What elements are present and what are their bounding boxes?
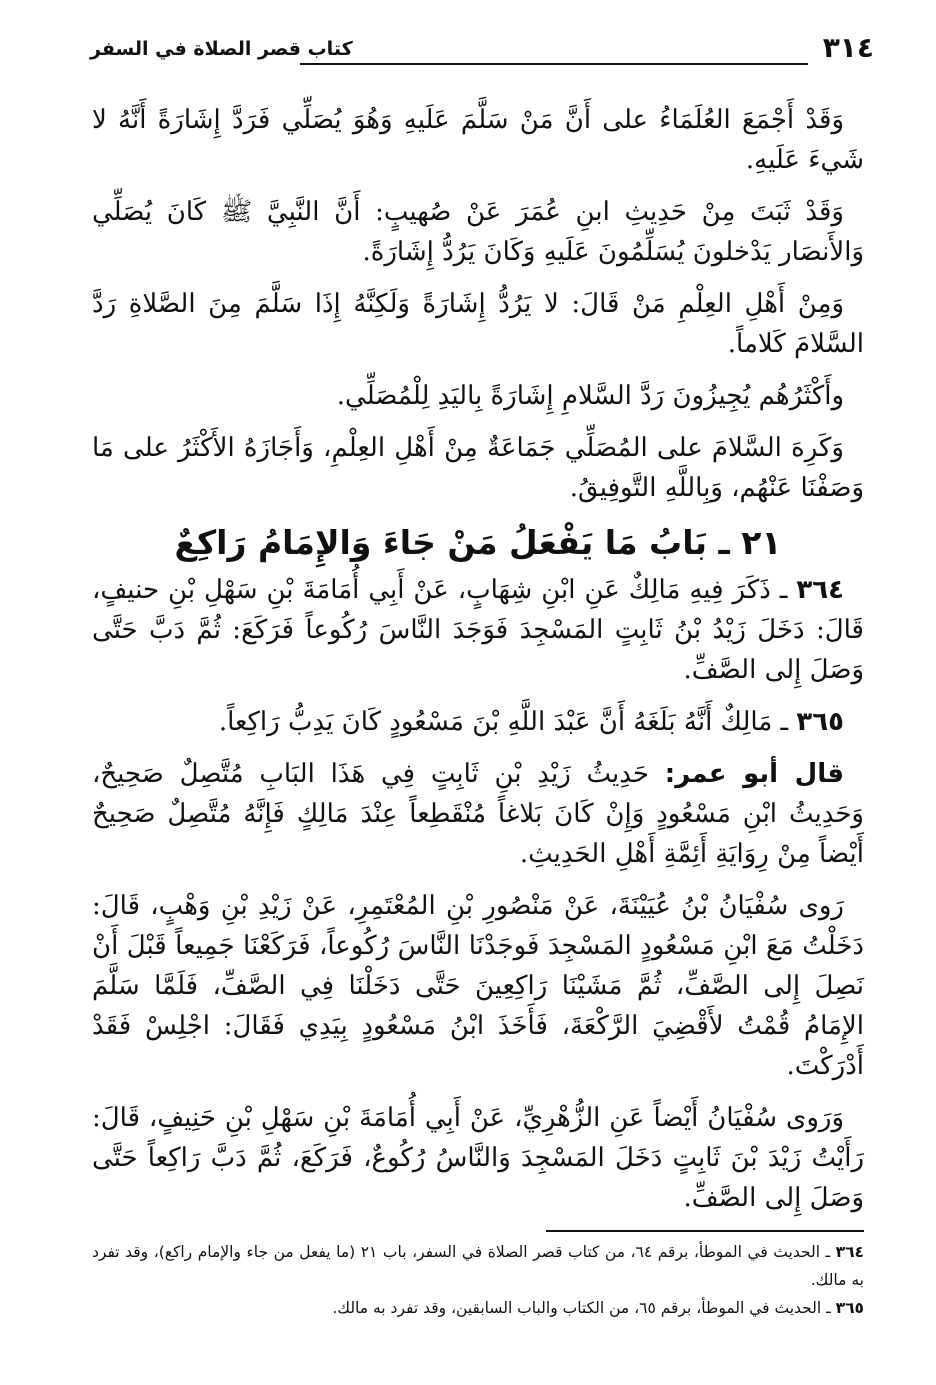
page-number: ٣١٤ bbox=[822, 31, 874, 64]
hadith-text: ـ مَالِكٌ أَنَّهُ بَلَغَهُ أَنَّ عَبْدَ اللَّهِ بْنَ مَسْعُودٍ كَانَ يَدِبُّ رَاكِعاً. bbox=[218, 707, 789, 737]
paragraph-sufyan-narration-1: رَوى سُفْيَانُ بْنُ عُيَيْنَةَ، عَنْ مَنْصُورِ بْنِ المُعْتَمِرِ، عَنْ زَيْدِ بْنِ وَهْبٍ، قَالَ: دَخَلْتُ مَعَ ابْنِ مَسْعُودٍ المَسْجِدَ فَوجَدْنَا النَّاسَ رُكُوعاً، فَرَكَعْنَا جَمِيعاً قَبْلَ أَنْ نَصِلَ إِلى الصَّفِّ، ثُمَّ مَشَيْنَا رَاكِعِينَ حَتَّى دَخَلْنَا فِي الصَّفِّ، فَلَمَّا سَلَّمَ الإِمَامُ قُمْتُ لأَقْضِيَ الرَّكْعَةَ، فَأَخَذَ ابْنُ مَسْعُودٍ بِيَدِي فَقَالَ: اجْلِسْ فَقَدْ أَدْرَكْتَ. bbox=[92, 891, 864, 1081]
hadith-364 bbox=[92, 570, 864, 690]
paragraph-disliked-greeting: وَكَرِهَ السَّلامَ على المُصَلِّي جَمَاعَةٌ مِنْ أَهْلِ العِلْمِ، وَأَجَازَهُ الأَكْثَرُ على مَا وَصَفْنَا عَنْهُم، وَبِاللَّهِ التَّوفِيقُ. bbox=[92, 433, 864, 503]
paragraph-scholars-opinion: وَمِنْ أَهْلِ العِلْمِ مَنْ قَالَ: لا يَرُدُّ إِشَارَةً وَلَكِنَّهُ إِذَا سَلَّمَ مِنَ الصَّلاةِ رَدَّ السَّلامَ كَلاماً. bbox=[92, 289, 864, 359]
hadith-number: ٣٦٤ bbox=[796, 575, 844, 605]
running-title: كتاب قصر الصلاة في السفر bbox=[90, 38, 353, 60]
main-text bbox=[92, 100, 864, 1230]
footnote-364 bbox=[92, 1238, 864, 1294]
footnote-365 bbox=[92, 1294, 864, 1322]
commentary-abu-umar bbox=[92, 754, 864, 874]
hadith-text: ـ ذَكَرَ فِيهِ مَالِكٌ عَنِ ابْنِ شِهَابٍ، عَنْ أَبِي أُمَامَةَ بْنِ سَهْلِ بْنِ حنيفٍ، قَالَ: دَخَلَ زَيْدُ بْنُ ثَابِتٍ المَسْجِدَ فَوَجَدَ النَّاسَ رُكُوعاً فَرَكَعَ: ثُمَّ دَبَّ حَتَّى وَصَلَ إِلى الصَّفِّ. bbox=[92, 575, 864, 685]
footnote-rule bbox=[546, 1230, 864, 1232]
commentary-text: حَدِيثُ زَيْدِ بْنِ ثَابِتٍ فِي هَذَا البَابِ مُتَّصِلٌ صَحِيحٌ، وَحَدِيثُ ابْنِ مَسْعُودٍ وَإِنْ كَانَ بَلاغاً مُنْقَطِعاً عِنْدَ مَالِكٍ فَإِنَّهُ مُتَّصِلٌ صَحِيحٌ أَيْضاً مِنْ رِوَايَةِ أَئِمَّةِ أَهْلِ الحَدِيثِ. bbox=[92, 759, 864, 869]
paragraph-consensus: وَقَدْ أَجْمَعَ العُلَمَاءُ على أَنَّ مَنْ سَلَّمَ عَلَيهِ وَهُوَ يُصَلِّي فَرَدَّ إِشَارَةً أَنَّهُ لا شَيءَ عَلَيهِ. bbox=[92, 105, 864, 175]
footnote-text: ـ الحديث في الموطأ، برقم ٦٥، من الكتاب والباب السابقين، وقد تفرد به مالك. bbox=[332, 1299, 831, 1317]
footnote-number: ٣٦٥ bbox=[835, 1299, 864, 1317]
commentary-speaker: قال أبو عمر: bbox=[664, 759, 844, 789]
hadith-365 bbox=[92, 702, 864, 742]
paragraph-ibn-umar-hadith: وَقَدْ ثَبَتَ مِنْ حَدِيثِ ابنِ عُمَرَ عَنْ صُهيبٍ: أَنَّ النَّبِيَّ ﷺ كَانَ يُصَلِّي وَالأَنصَار يَدْخلونَ يُسَلِّمُونَ عَلَيهِ وَكَانَ يَرُدُّ إِشَارَةً. bbox=[92, 197, 864, 267]
paragraph-majority-view: وأَكْثَرُهُم يُجِيزُونَ رَدَّ السَّلامِ إِشَارَةً بِاليَدِ لِلْمُصَلِّي. bbox=[336, 381, 844, 411]
chapter-heading: ٢١ ـ بَابُ مَا يَفْعَلُ مَنْ جَاءَ وَالإِمَامُ رَاكِعٌ bbox=[174, 523, 782, 562]
header-rule bbox=[300, 63, 808, 65]
page-header bbox=[90, 30, 874, 70]
footnote-text: ـ الحديث في الموطأ، برقم ٦٤، من كتاب قصر الصلاة في السفر، باب ٢١ (ما يفعل من جاء والإمام راكع)، وقد تفرد به مالك. bbox=[92, 1243, 864, 1289]
hadith-number: ٣٦٥ bbox=[796, 707, 844, 737]
footnote-number: ٣٦٤ bbox=[835, 1243, 864, 1261]
footnotes bbox=[92, 1238, 864, 1322]
paragraph-sufyan-narration-2: وَرَوى سُفْيَانُ أَيْضاً عَنِ الزُّهْرِيِّ، عَنْ أَبِي أُمَامَةَ بْنِ سَهْلِ بْنِ حَنِيفٍ، قَالَ: رَأَيْتُ زَيْدَ بْنَ ثَابِتٍ دَخَلَ المَسْجِدَ وَالنَّاسُ رُكُوعٌ، فَرَكَعَ، ثُمَّ دَبَّ رَاكِعاً حَتَّى وَصَلَ إِلى الصَّفِّ. bbox=[92, 1103, 864, 1213]
